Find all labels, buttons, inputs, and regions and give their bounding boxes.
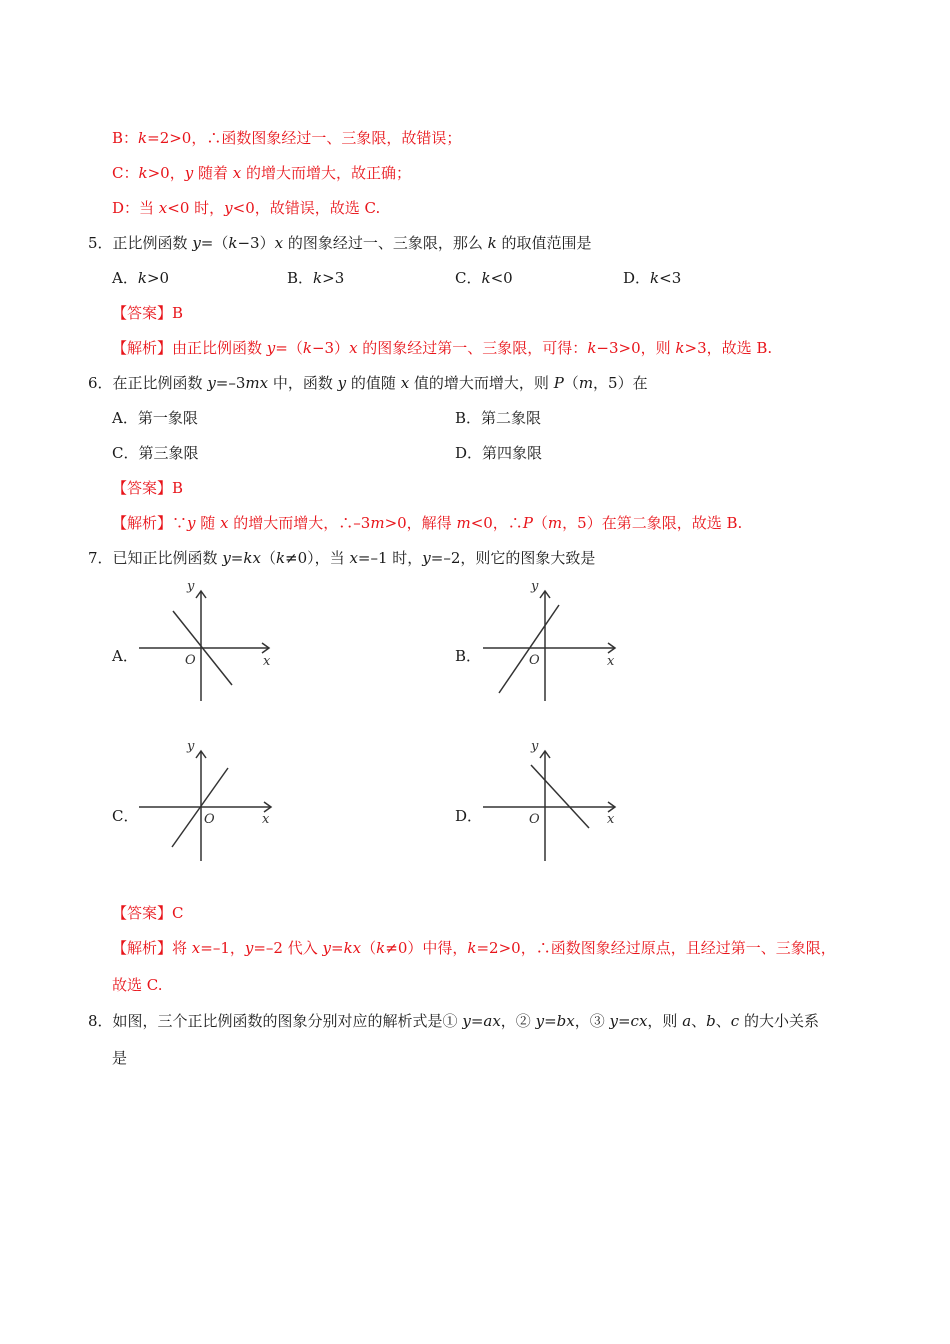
text-segment: >0，解得: [384, 514, 457, 532]
math-variable: kx: [343, 939, 362, 957]
text-segment: −3>0，则: [596, 339, 676, 357]
text-segment: 的图象经过第一、三象限，可得：: [357, 339, 588, 357]
text-segment: 、: [691, 1012, 707, 1030]
math-variable: y: [207, 374, 216, 392]
math-variable: x: [158, 199, 168, 217]
text-segment: ，③: [574, 1012, 610, 1030]
text-segment: （: [260, 549, 276, 567]
text-segment: 【解析】∵: [112, 514, 188, 532]
math-variable: k: [376, 939, 386, 957]
math-variable: x: [232, 164, 242, 182]
text-segment: =–1 时，: [357, 549, 423, 567]
q5-option-a: A．k>0: [112, 269, 170, 287]
text-segment: =–1，: [200, 939, 245, 957]
q8-stem-line-2: 是: [112, 1049, 128, 1067]
q5-option-d: D．k<3: [623, 269, 682, 287]
text-segment: （: [532, 514, 548, 532]
q7-option-d-label: D．: [455, 807, 483, 825]
text-segment: 5．正比例函数: [88, 234, 193, 252]
q7-answer: 【答案】C: [112, 904, 184, 922]
q7-graph-b: [479, 575, 624, 709]
q7-option-a-label: A．: [112, 647, 138, 665]
q7-graph-c: [135, 735, 280, 869]
text-segment: 的值随: [346, 374, 401, 392]
text-segment: 8．如图，三个正比例函数的图象分别对应的解析式是①: [88, 1012, 463, 1030]
text-segment: ，5）在: [593, 374, 648, 392]
text-segment: =（: [275, 339, 303, 357]
math-variable: m: [547, 514, 563, 532]
math-variable: k: [302, 339, 312, 357]
math-variable: x: [191, 939, 201, 957]
text-segment: D：当: [112, 199, 159, 217]
math-variable: y: [422, 549, 431, 567]
text-segment: =2>0，∴函数图象经过一、三象限，故错误；: [147, 129, 462, 147]
text-segment: 随着: [193, 164, 233, 182]
text-segment: C：: [112, 164, 139, 182]
y-label: y: [531, 579, 539, 594]
q6-option-d: D．第四象限: [455, 444, 543, 462]
prev-analysis-b: [112, 128, 461, 148]
y-label: y: [187, 739, 195, 754]
text-segment: ≠0）中得，: [385, 939, 468, 957]
q5-analysis: [112, 338, 772, 358]
math-variable: x: [349, 549, 358, 567]
q7-graph-d: [479, 735, 624, 869]
text-segment: 7．已知正比例函数: [88, 549, 223, 567]
origin-label: O: [529, 812, 540, 827]
function-line: [531, 765, 589, 828]
text-segment: 6．在正比例函数: [88, 374, 208, 392]
math-variable: x: [220, 514, 229, 532]
text-segment: B：: [112, 129, 139, 147]
math-variable: k: [228, 234, 238, 252]
text-segment: 的大小关系: [739, 1012, 819, 1030]
math-variable: y: [184, 164, 194, 182]
text-segment: ，②: [500, 1012, 536, 1030]
math-variable: k: [587, 339, 597, 357]
q5-answer: 【答案】B: [112, 304, 184, 322]
text-segment: <0 时，: [167, 199, 225, 217]
math-variable: P: [522, 514, 533, 532]
math-variable: y: [337, 374, 347, 392]
text-segment: =–3: [215, 374, 246, 392]
text-segment: 值的增大而增大，则: [409, 374, 554, 392]
text-segment: =2>0，∴函数图象经过原点，且经过第一、三象限，: [476, 939, 836, 957]
text-segment: 中，函数: [268, 374, 338, 392]
q7-analysis-line-2: 故选 C.: [112, 976, 163, 994]
x-label: x: [607, 812, 615, 827]
q7-analysis-line-1: [112, 938, 836, 958]
text-segment: （: [563, 374, 579, 392]
math-variable: a: [682, 1012, 692, 1030]
text-segment: −3）: [311, 339, 350, 357]
math-variable: ax: [483, 1012, 501, 1030]
origin-label: O: [185, 653, 196, 668]
math-variable: y: [224, 199, 233, 217]
q6-answer: 【答案】B: [112, 479, 184, 497]
math-variable: k: [487, 234, 497, 252]
q6-analysis: [112, 513, 742, 533]
q6-stem: [88, 373, 648, 393]
math-variable: cx: [630, 1012, 648, 1030]
text-segment: 的取值范围是: [496, 234, 592, 252]
text-segment: ，则: [647, 1012, 683, 1030]
text-segment: =–2 代入: [253, 939, 323, 957]
q5-option-b: B．k>3: [287, 269, 345, 287]
math-variable: x: [274, 234, 284, 252]
text-segment: =: [331, 939, 344, 957]
math-variable: y: [609, 1012, 618, 1030]
text-segment: >0，: [147, 164, 185, 182]
q6-option-a: A．第一象限: [112, 409, 198, 427]
math-variable: y: [187, 514, 196, 532]
x-label: x: [262, 812, 270, 827]
math-variable: k: [138, 129, 148, 147]
text-segment: <0，故错误，故选 C.: [232, 199, 381, 217]
origin-label: O: [204, 812, 215, 827]
y-label: y: [531, 739, 539, 754]
math-variable: y: [462, 1012, 471, 1030]
math-variable: k: [675, 339, 685, 357]
math-variable: y: [322, 939, 331, 957]
q6-option-c: C．第三象限: [112, 444, 199, 462]
text-segment: >3，故选 B.: [684, 339, 773, 357]
math-variable: b: [706, 1012, 716, 1030]
q5-stem: [88, 233, 591, 253]
y-label: y: [187, 579, 195, 594]
q7-option-b-label: B．: [455, 647, 482, 665]
math-variable: y: [535, 1012, 545, 1030]
q8-stem-line-1: [88, 1011, 819, 1031]
math-variable: c: [730, 1012, 740, 1030]
q7-stem: [88, 548, 595, 568]
math-variable: m: [370, 514, 385, 532]
q5-option-c: C．k<0: [455, 269, 513, 287]
text-segment: =–2，则它的图象大致是: [430, 549, 596, 567]
text-segment: 随: [195, 514, 221, 532]
text-segment: =（: [200, 234, 229, 252]
math-variable: y: [244, 939, 254, 957]
q7-option-c-label: C．: [112, 807, 139, 825]
text-segment: （: [361, 939, 377, 957]
text-segment: ，5）在第二象限，故选 B.: [562, 514, 743, 532]
math-variable: m: [578, 374, 594, 392]
text-segment: =: [470, 1012, 484, 1030]
math-variable: k: [275, 549, 286, 567]
prev-analysis-c: [112, 163, 411, 183]
q6-option-b: B．第二象限: [455, 409, 542, 427]
math-variable: kx: [243, 549, 261, 567]
text-segment: 、: [715, 1012, 731, 1030]
math-variable: k: [467, 939, 477, 957]
prev-analysis-d: [112, 198, 380, 218]
math-variable: y: [222, 549, 231, 567]
text-segment: 【解析】由正比例函数: [112, 339, 267, 357]
text-segment: 的增大而增大，∴–3: [228, 514, 371, 532]
text-segment: =: [230, 549, 244, 567]
math-variable: y: [266, 339, 276, 357]
text-segment: −3）: [237, 234, 275, 252]
math-variable: x: [400, 374, 410, 392]
origin-label: O: [529, 653, 540, 668]
q7-graph-a: [135, 575, 280, 709]
math-variable: bx: [556, 1012, 575, 1030]
x-label: x: [607, 654, 615, 669]
text-segment: 的增大而增大，故正确；: [241, 164, 411, 182]
math-variable: y: [192, 234, 201, 252]
math-variable: P: [553, 374, 564, 392]
x-label: x: [263, 654, 271, 669]
math-variable: m: [456, 514, 471, 532]
text-segment: 的图象经过一、三象限，那么: [283, 234, 488, 252]
math-variable: x: [349, 339, 358, 357]
text-segment: <0，∴: [470, 514, 523, 532]
text-segment: =: [617, 1012, 631, 1030]
math-variable: k: [138, 164, 148, 182]
text-segment: ≠0），当: [285, 549, 350, 567]
math-variable: mx: [245, 374, 269, 392]
text-segment: 【解析】将: [112, 939, 192, 957]
function-line: [499, 605, 559, 693]
text-segment: =: [544, 1012, 557, 1030]
